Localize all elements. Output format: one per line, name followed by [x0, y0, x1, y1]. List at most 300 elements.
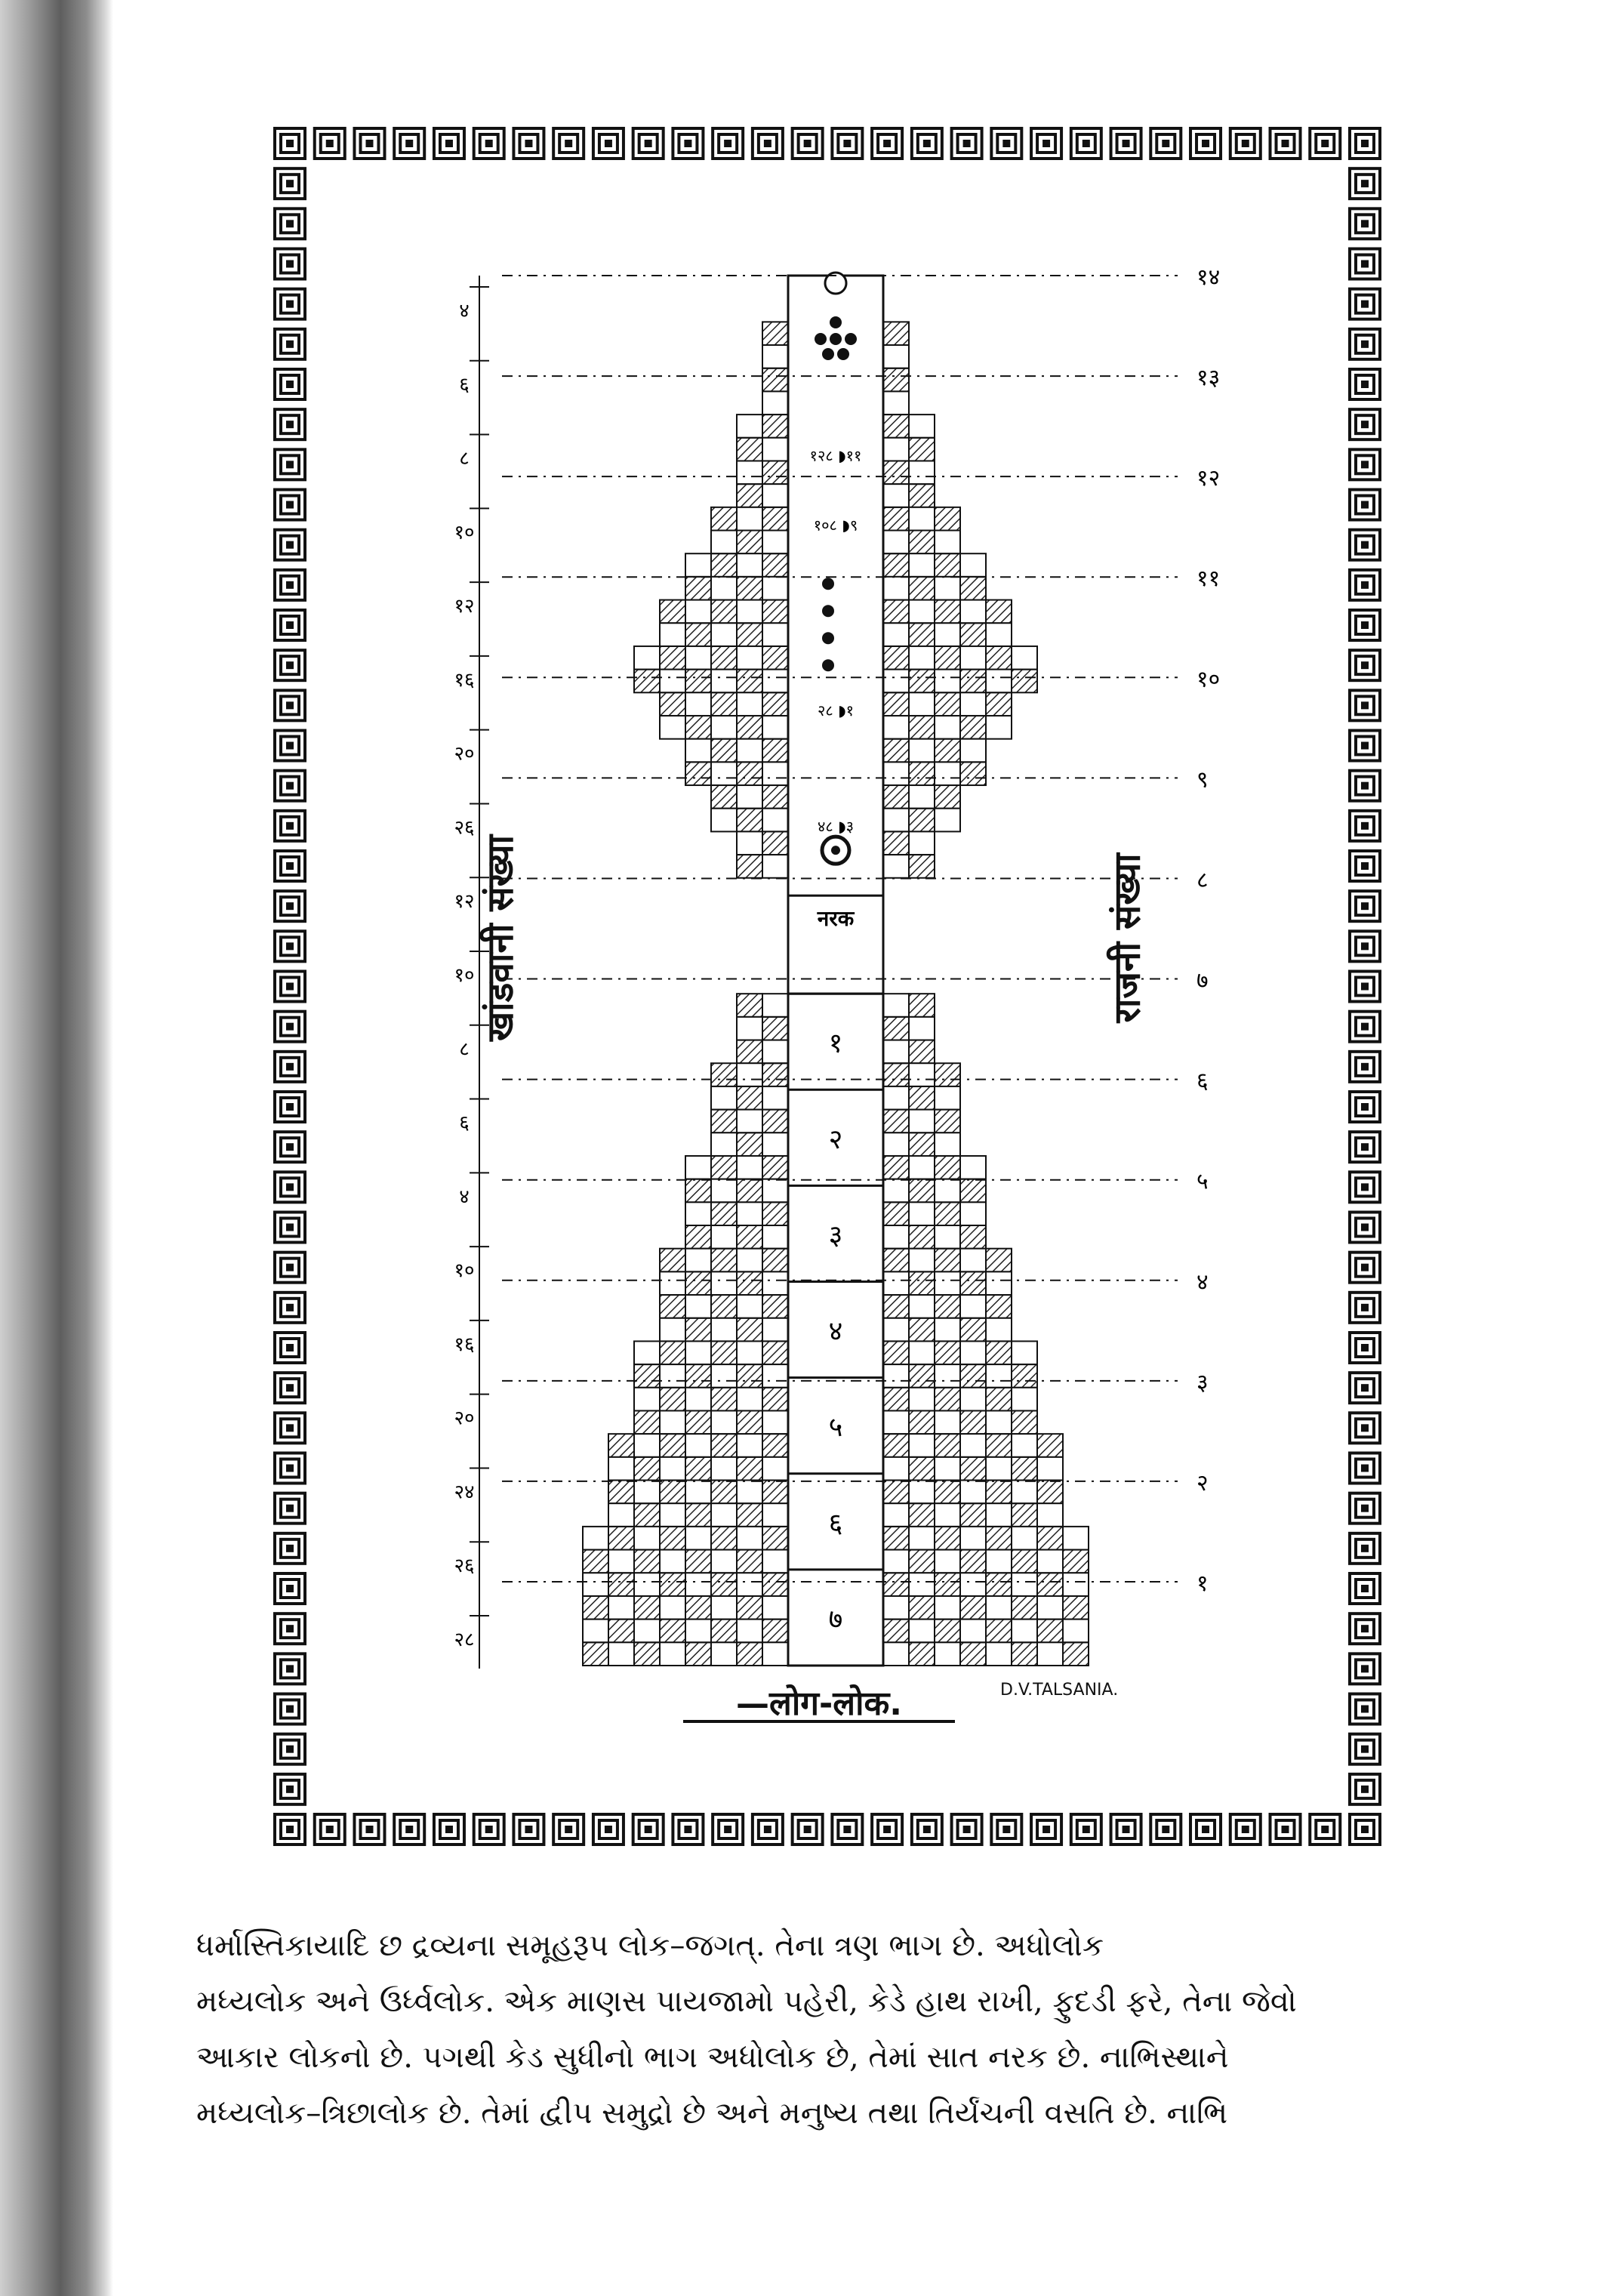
border-square — [1350, 128, 1380, 159]
border-square — [753, 128, 783, 159]
grid-cell — [935, 1550, 960, 1573]
grid-cell — [883, 1295, 909, 1318]
grid-cell — [660, 1503, 685, 1527]
grid-cell — [762, 1642, 788, 1666]
grid-cell — [737, 739, 762, 763]
grid-cell — [986, 1573, 1012, 1596]
grid-cell — [685, 1249, 711, 1272]
dot — [830, 333, 842, 345]
grid-cell — [960, 1249, 986, 1272]
dot — [822, 605, 834, 617]
grid-cell — [711, 507, 737, 531]
narak-number: २ — [828, 1123, 843, 1155]
border-square — [1350, 1132, 1380, 1162]
grid-cell — [762, 1110, 788, 1133]
grid-cell — [960, 1642, 986, 1666]
border-square — [275, 329, 305, 359]
grid-cell — [909, 1249, 935, 1272]
narak-number: ६ — [828, 1508, 843, 1539]
grid-cell — [909, 831, 935, 855]
grid-cell — [883, 1642, 909, 1666]
grid-cell — [737, 716, 762, 739]
grid-cell — [762, 577, 788, 600]
grid-cell — [737, 1295, 762, 1318]
grid-cell — [883, 670, 909, 693]
grid-cell — [711, 739, 737, 763]
border-square — [1190, 1814, 1221, 1845]
grid-cell — [737, 1040, 762, 1064]
grid-cell — [685, 670, 711, 693]
dot — [822, 632, 834, 644]
grid-cell — [909, 785, 935, 809]
grid-cell — [762, 762, 788, 785]
grid-cell — [1037, 1620, 1063, 1643]
grid-cell — [935, 1596, 960, 1620]
right-scale-label: ६ — [1196, 1068, 1209, 1095]
border-square — [1350, 1253, 1380, 1283]
grid-cell — [711, 1341, 737, 1364]
grid-cell — [909, 553, 935, 577]
border-square — [1350, 289, 1380, 319]
grid-cell — [762, 484, 788, 507]
grid-cell — [909, 1063, 935, 1086]
grid-cell — [762, 1156, 788, 1179]
grid-cell — [762, 1249, 788, 1272]
border-square — [275, 1172, 305, 1202]
grid-cell — [883, 1620, 909, 1643]
grid-cell — [762, 1410, 788, 1434]
grid-cell — [909, 1527, 935, 1550]
border-square — [1350, 1533, 1380, 1564]
border-square — [275, 610, 305, 640]
grid-cell — [1012, 1503, 1037, 1527]
grid-cell — [762, 1527, 788, 1550]
grid-cell — [711, 1527, 737, 1550]
grid-cell — [986, 1388, 1012, 1411]
grid-cell — [935, 762, 960, 785]
grid-cell — [711, 692, 737, 716]
grid-cell — [634, 646, 660, 670]
grid-cell — [960, 1503, 986, 1527]
grid-cell — [935, 1133, 960, 1156]
border-square — [474, 128, 504, 159]
border-square — [275, 1213, 305, 1243]
dot — [830, 316, 842, 328]
border-square — [275, 1132, 305, 1162]
grid-cell — [711, 1249, 737, 1272]
grid-cell — [711, 785, 737, 809]
grid-cell — [1012, 1527, 1037, 1550]
border-square — [275, 289, 305, 319]
border-square — [1350, 690, 1380, 720]
border-square — [1350, 1172, 1380, 1202]
dot — [822, 578, 834, 590]
grid-cell — [685, 1225, 711, 1249]
border-square — [1350, 1774, 1380, 1804]
grid-cell — [737, 438, 762, 461]
grid-cell — [883, 1063, 909, 1086]
left-scale-label: ६ — [459, 373, 470, 396]
grid-cell — [737, 831, 762, 855]
grid-cell — [960, 1527, 986, 1550]
grid-cell — [883, 785, 909, 809]
border-square — [275, 931, 305, 961]
border-square — [753, 1814, 783, 1845]
grid-cell — [909, 994, 935, 1017]
grid-cell — [762, 855, 788, 878]
border-square — [474, 1814, 504, 1845]
border-square — [793, 1814, 823, 1845]
grid-cell — [685, 739, 711, 763]
grid-cell — [711, 1063, 737, 1086]
grid-cell — [711, 1179, 737, 1203]
grid-cell — [883, 322, 909, 345]
grid-cell — [883, 531, 909, 554]
grid-cell — [1063, 1550, 1089, 1573]
grid-cell — [660, 1295, 685, 1318]
grid-cell — [935, 1225, 960, 1249]
grid-cell — [711, 1596, 737, 1620]
left-scale-label: १६ — [454, 668, 475, 692]
grid-cell — [960, 1364, 986, 1388]
grid-cell — [634, 1642, 660, 1666]
grid-cell — [986, 1271, 1012, 1295]
grid-cell — [737, 1271, 762, 1295]
grid-cell — [935, 1457, 960, 1481]
grid-cell — [685, 762, 711, 785]
border-square — [553, 1814, 584, 1845]
grid-cell — [660, 1642, 685, 1666]
grid-cell — [583, 1596, 608, 1620]
border-square — [275, 1253, 305, 1283]
column-mark: २८ ◗१ — [817, 701, 855, 720]
grid-cell — [883, 345, 909, 368]
grid-cell — [762, 461, 788, 484]
left-scale-label: २४ — [454, 1481, 475, 1504]
border-square — [275, 1413, 305, 1443]
grid-cell — [935, 1364, 960, 1388]
grid-cell — [711, 1573, 737, 1596]
grid-cell — [909, 484, 935, 507]
grid-cell — [711, 646, 737, 670]
border-square — [912, 128, 942, 159]
grid-cell — [909, 1318, 935, 1342]
left-scale-label: २६ — [454, 1555, 475, 1578]
grid-cell — [608, 1503, 634, 1527]
grid-cell — [711, 600, 737, 624]
right-side-label: राजनी संख्या — [1106, 853, 1149, 1023]
grid-cell — [685, 1156, 711, 1179]
border-square — [1270, 128, 1301, 159]
grid-cell — [685, 1481, 711, 1504]
grid-cell — [634, 1434, 660, 1457]
grid-cell — [909, 855, 935, 878]
grid-cell — [909, 1503, 935, 1527]
grid-cell — [1012, 1481, 1037, 1504]
dot — [815, 333, 827, 345]
grid-cell — [737, 855, 762, 878]
grid-cell — [935, 1110, 960, 1133]
column-mark: ४८ ◗३ — [817, 817, 855, 836]
grid-cell — [660, 1550, 685, 1573]
right-scale-label: ९ — [1196, 766, 1209, 794]
grid-cell — [935, 1527, 960, 1550]
grid-cell — [711, 1481, 737, 1504]
grid-cell — [986, 670, 1012, 693]
grid-cell — [909, 1341, 935, 1364]
border-square — [275, 1694, 305, 1724]
grid-cell — [737, 577, 762, 600]
grid-cell — [711, 1457, 737, 1481]
grid-cell — [711, 762, 737, 785]
grid-cell — [883, 1410, 909, 1434]
grid-cell — [634, 1457, 660, 1481]
border-square — [275, 208, 305, 239]
grid-cell — [737, 1225, 762, 1249]
border-square — [1150, 1814, 1181, 1845]
border-square — [394, 1814, 424, 1845]
grid-cell — [762, 553, 788, 577]
grid-cell — [660, 1596, 685, 1620]
column-mark: १०८ ◗९ — [813, 516, 858, 535]
border-square — [713, 128, 743, 159]
grid-cell — [711, 1271, 737, 1295]
grid-cell — [762, 1550, 788, 1573]
grid-cell — [660, 1364, 685, 1388]
grid-cell — [1012, 1573, 1037, 1596]
grid-cell — [960, 1573, 986, 1596]
grid-cell — [935, 1642, 960, 1666]
grid-cell — [960, 1156, 986, 1179]
grid-cell — [960, 1341, 986, 1364]
grid-cell — [960, 1434, 986, 1457]
border-square — [713, 1814, 743, 1845]
grid-cell — [737, 1388, 762, 1411]
grid-cell — [909, 1596, 935, 1620]
grid-cell — [935, 646, 960, 670]
grid-cell — [883, 391, 909, 415]
grid-cell — [634, 1573, 660, 1596]
grid-cell — [685, 1341, 711, 1364]
grid-cell — [660, 1434, 685, 1457]
border-square — [315, 128, 345, 159]
grid-cell — [762, 415, 788, 438]
grid-cell — [737, 785, 762, 809]
border-square — [275, 249, 305, 279]
grid-cell — [909, 1434, 935, 1457]
border-square — [275, 811, 305, 841]
grid-cell — [1037, 1503, 1063, 1527]
grid-cell — [737, 1156, 762, 1179]
border-square — [952, 128, 982, 159]
grid-cell — [909, 1410, 935, 1434]
grid-cell — [711, 1410, 737, 1434]
grid-cell — [909, 1620, 935, 1643]
grid-cell — [737, 646, 762, 670]
dot — [837, 348, 849, 360]
border-square — [1350, 1453, 1380, 1484]
grid-cell — [986, 646, 1012, 670]
grid-cell — [762, 1388, 788, 1411]
grid-cell — [960, 716, 986, 739]
grid-cell — [909, 646, 935, 670]
grid-cell — [986, 1596, 1012, 1620]
grid-cell — [762, 1364, 788, 1388]
grid-cell — [960, 646, 986, 670]
grid-cell — [583, 1527, 608, 1550]
border-square — [633, 1814, 664, 1845]
border-square — [354, 1814, 384, 1845]
grid-cell — [935, 1481, 960, 1504]
grid-cell — [960, 762, 986, 785]
grid-cell — [883, 1156, 909, 1179]
grid-cell — [583, 1642, 608, 1666]
grid-cell — [762, 785, 788, 809]
grid-cell — [935, 623, 960, 646]
grid-cell — [883, 1110, 909, 1133]
grid-cell — [883, 1573, 909, 1596]
grid-cell — [960, 670, 986, 693]
grid-cell — [935, 1202, 960, 1225]
grid-cell — [608, 1527, 634, 1550]
grid-cell — [935, 577, 960, 600]
grid-cell — [685, 1596, 711, 1620]
grid-cell — [1063, 1620, 1089, 1643]
border-square — [1310, 1814, 1340, 1845]
grid-cell — [909, 762, 935, 785]
grid-cell — [737, 1481, 762, 1504]
border-square — [1350, 1052, 1380, 1082]
grid-cell — [1012, 1550, 1037, 1573]
grid-cell — [762, 1202, 788, 1225]
border-square — [1350, 570, 1380, 600]
border-square — [1350, 972, 1380, 1002]
grid-cell — [737, 1318, 762, 1342]
grid-cell — [762, 1017, 788, 1040]
grid-cell — [986, 1295, 1012, 1318]
border-square — [275, 570, 305, 600]
grid-cell — [737, 1503, 762, 1527]
grid-cell — [883, 415, 909, 438]
border-square — [832, 128, 862, 159]
grid-cell — [762, 1040, 788, 1064]
grid-cell — [909, 1295, 935, 1318]
grid-cell — [935, 1179, 960, 1203]
grid-cell — [986, 1503, 1012, 1527]
grid-cell — [711, 1202, 737, 1225]
grid-cell — [737, 461, 762, 484]
border-square — [275, 409, 305, 439]
grid-cell — [660, 716, 685, 739]
border-square — [1350, 731, 1380, 761]
left-scale-label: ८ — [459, 447, 470, 470]
grid-cell — [883, 1318, 909, 1342]
grid-cell — [737, 1133, 762, 1156]
grid-cell — [909, 809, 935, 832]
grid-cell — [608, 1550, 634, 1573]
grid-cell — [883, 1202, 909, 1225]
grid-cell — [711, 577, 737, 600]
border-square — [275, 771, 305, 801]
grid-cell — [935, 507, 960, 531]
grid-cell — [909, 1271, 935, 1295]
grid-cell — [711, 1620, 737, 1643]
grid-cell — [660, 1527, 685, 1550]
grid-cell — [762, 646, 788, 670]
grid-cell — [883, 577, 909, 600]
grid-cell — [986, 1481, 1012, 1504]
grid-cell — [1037, 1457, 1063, 1481]
grid-cell — [1012, 1434, 1037, 1457]
grid-cell — [960, 1596, 986, 1620]
grid-cell — [883, 1388, 909, 1411]
grid-cell — [737, 484, 762, 507]
border-square — [872, 128, 902, 159]
grid-cell — [935, 1086, 960, 1110]
grid-cell — [685, 1620, 711, 1643]
grid-cell — [634, 1527, 660, 1550]
border-square — [1350, 449, 1380, 479]
border-square — [1350, 650, 1380, 680]
grid-cell — [711, 1318, 737, 1342]
grid-cell — [935, 716, 960, 739]
grid-cell — [685, 577, 711, 600]
grid-cell — [960, 1457, 986, 1481]
grid-cell — [660, 1573, 685, 1596]
grid-cell — [583, 1573, 608, 1596]
left-scale-label: ४ — [459, 300, 470, 322]
grid-cell — [960, 1179, 986, 1203]
grid-cell — [883, 1249, 909, 1272]
grid-cell — [685, 1410, 711, 1434]
border-square — [1350, 1573, 1380, 1604]
grid-cell — [737, 1110, 762, 1133]
grid-cell — [711, 1642, 737, 1666]
border-square — [275, 851, 305, 881]
left-scale-label: १० — [454, 521, 475, 544]
border-square — [952, 1814, 982, 1845]
grid-cell — [685, 1573, 711, 1596]
grid-cell — [634, 1620, 660, 1643]
grid-cell — [1012, 1620, 1037, 1643]
border-square — [275, 891, 305, 921]
grid-cell — [608, 1481, 634, 1504]
grid-cell — [909, 600, 935, 624]
border-square — [394, 128, 424, 159]
grid-cell — [883, 1364, 909, 1388]
grid-cell — [711, 1295, 737, 1318]
grid-cell — [660, 1410, 685, 1434]
grid-cell — [883, 507, 909, 531]
border-square — [991, 1814, 1021, 1845]
grid-cell — [883, 1550, 909, 1573]
grid-cell — [711, 1364, 737, 1388]
left-scale-label: ४ — [459, 1185, 470, 1209]
grid-cell — [1012, 1596, 1037, 1620]
border-square — [1350, 168, 1380, 199]
border-square — [275, 1012, 305, 1042]
grid-cell — [737, 553, 762, 577]
grid-cell — [634, 1550, 660, 1573]
grid-cell — [909, 1202, 935, 1225]
border-square — [354, 128, 384, 159]
grid-cell — [711, 1086, 737, 1110]
grid-cell — [711, 809, 737, 832]
grid-cell — [935, 785, 960, 809]
border-square — [1350, 811, 1380, 841]
grid-cell — [909, 739, 935, 763]
grid-cell — [883, 1434, 909, 1457]
